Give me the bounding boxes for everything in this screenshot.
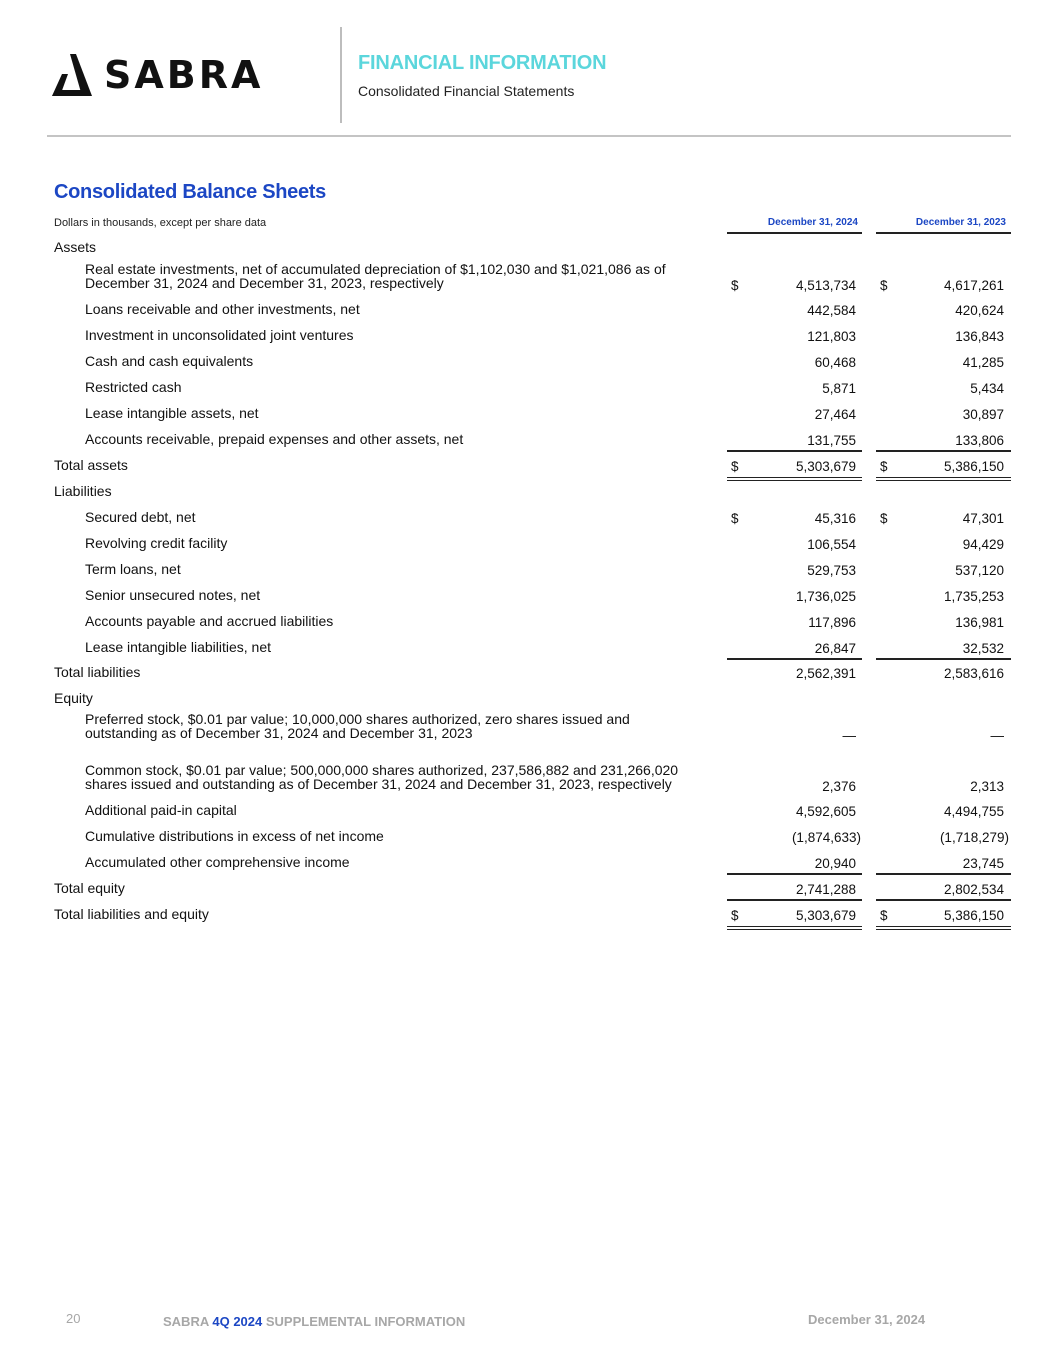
row-label-heading: Total assets: [54, 457, 128, 473]
row-label-heading: Liabilities: [54, 483, 112, 499]
underline-2024: [727, 873, 862, 875]
sabra-logo-text: SABRA: [104, 53, 264, 97]
value-2023: 5,386,150: [943, 459, 1004, 474]
section-subtitle: Consolidated Financial Statements: [358, 83, 575, 99]
value-2024: 106,554: [807, 537, 856, 552]
value-2023: (1,718,279): [939, 830, 1009, 845]
value-2023: 1,735,253: [943, 589, 1004, 604]
row-label-heading: Total liabilities: [54, 664, 141, 680]
value-2023: 4,617,261: [943, 278, 1004, 293]
dollar-sign: $: [880, 459, 888, 474]
section-title: FINANCIAL INFORMATION: [358, 52, 607, 74]
value-2023: 30,897: [962, 407, 1004, 422]
value-2023: 5,434: [970, 381, 1004, 396]
footer-date: December 31, 2024: [808, 1312, 926, 1327]
value-2024: 131,755: [807, 433, 856, 448]
value-2023: 94,429: [962, 537, 1004, 552]
underline-2023: [876, 926, 1011, 930]
value-2024: 20,940: [814, 856, 856, 871]
value-2024: 529,753: [807, 563, 856, 578]
row-label: Investment in unconsolidated joint ventures: [85, 327, 354, 343]
dollar-sign: $: [880, 908, 888, 923]
underline-2024: [727, 477, 862, 481]
row-label: Accounts payable and accrued liabilities: [85, 613, 334, 629]
row-label: Cumulative distributions in excess of net income: [85, 828, 384, 844]
underline-2023: [876, 899, 1011, 901]
row-label: Preferred stock, $0.01 par value; 10,000,000 shares authorized, zero shares issued and outstanding as of December 31, 2024 and December 31, 2023: [85, 711, 630, 741]
footer-doc-suffix: SUPPLEMENTAL INFORMATION: [265, 1314, 466, 1329]
underline-2024: [727, 926, 862, 930]
value-2024: 117,896: [808, 615, 856, 630]
dollar-sign: $: [880, 511, 888, 526]
row-label: Term loans, net: [85, 561, 181, 577]
value-2024: 121,803: [807, 329, 856, 344]
value-2024: 60,468: [814, 355, 856, 370]
row-label-heading: Assets: [54, 239, 97, 255]
row-label: Lease intangible liabilities, net: [85, 639, 272, 655]
footer-doc-period: 4Q 2024: [212, 1314, 263, 1329]
value-2024: 2,376: [822, 779, 856, 794]
value-2024: —: [842, 728, 856, 743]
value-2023: 2,313: [970, 779, 1004, 794]
value-2024: 27,464: [814, 407, 856, 422]
value-2024: 5,303,679: [795, 459, 856, 474]
statement-title: Consolidated Balance Sheets: [54, 181, 326, 203]
value-2024: 4,592,605: [795, 804, 856, 819]
row-label: Real estate investments, net of accumulated depreciation of $1,102,030 and $1,021,086 as of December 31, 2024 and December 31, 2023, respectively: [85, 261, 666, 291]
row-label: Common stock, $0.01 par value; 500,000,000 shares authorized, 237,586,882 and 231,266,020 shares issued and outstanding as of December 31, 2024 and December 31, 2023, respectively: [85, 762, 679, 792]
column-header-rule: [727, 232, 862, 234]
value-2023: 47,301: [962, 511, 1004, 526]
sabra-logo-mark-icon: [52, 54, 92, 96]
value-2023: 136,843: [955, 329, 1004, 344]
row-label: Secured debt, net: [85, 509, 196, 525]
dollar-sign: $: [880, 278, 888, 293]
row-label: Revolving credit facility: [85, 535, 228, 551]
value-2023: 4,494,755: [943, 804, 1004, 819]
value-2023: 2,802,534: [943, 882, 1004, 897]
value-2023: 5,386,150: [943, 908, 1004, 923]
dollar-sign: $: [731, 278, 739, 293]
value-2024: 4,513,734: [795, 278, 856, 293]
value-2024: 5,303,679: [795, 908, 856, 923]
value-2024: 26,847: [814, 641, 856, 656]
value-2024: (1,874,633): [791, 830, 861, 845]
value-2023: 537,120: [955, 563, 1004, 578]
footer-doc-prefix: SABRA: [163, 1314, 209, 1329]
header-rule: [47, 135, 1011, 137]
column-header-2023: December 31, 2023: [915, 217, 1006, 228]
value-2024: 5,871: [822, 381, 856, 396]
row-label-heading: Total equity: [54, 880, 125, 896]
row-label: Lease intangible assets, net: [85, 405, 259, 421]
value-2023: —: [990, 728, 1004, 743]
row-label: Cash and cash equivalents: [85, 353, 254, 369]
column-header-2024: December 31, 2024: [767, 217, 858, 228]
underline-2024: [727, 450, 862, 452]
row-label: Loans receivable and other investments, net: [85, 301, 360, 317]
value-2024: 442,584: [807, 303, 856, 318]
value-2023: 32,532: [962, 641, 1004, 656]
row-label: Senior unsecured notes, net: [85, 587, 261, 603]
value-2023: 2,583,616: [943, 666, 1004, 681]
underline-2024: [727, 658, 862, 660]
value-2023: 23,745: [962, 856, 1004, 871]
footer-document-title: [163, 1314, 465, 1329]
row-label: Restricted cash: [85, 379, 182, 395]
sabra-logo: [52, 50, 297, 100]
dollar-sign: $: [731, 511, 739, 526]
value-2024: 2,741,288: [795, 882, 856, 897]
value-2023: 41,285: [962, 355, 1004, 370]
page-number: 20: [66, 1311, 81, 1326]
value-2023: 133,806: [955, 433, 1004, 448]
row-label-heading: Total liabilities and equity: [54, 906, 209, 922]
underline-2023: [876, 873, 1011, 875]
underline-2023: [876, 477, 1011, 481]
row-label: Additional paid-in capital: [85, 802, 237, 818]
value-2023: 420,624: [955, 303, 1004, 318]
value-2024: 2,562,391: [795, 666, 856, 681]
value-2023: 136,981: [955, 615, 1004, 630]
dollar-sign: $: [731, 459, 739, 474]
dollar-sign: $: [731, 908, 739, 923]
column-header-rule: [876, 232, 1011, 234]
row-label: Accumulated other comprehensive income: [85, 854, 350, 870]
row-label-heading: Equity: [54, 690, 93, 706]
value-2024: 45,316: [814, 511, 856, 526]
underline-2024: [727, 899, 862, 901]
underline-2023: [876, 450, 1011, 452]
header-divider: [340, 27, 342, 123]
row-label: Accounts receivable, prepaid expenses and other assets, net: [85, 431, 464, 447]
units-note: Dollars in thousands, except per share data: [54, 217, 267, 229]
underline-2023: [876, 658, 1011, 660]
value-2024: 1,736,025: [795, 589, 856, 604]
